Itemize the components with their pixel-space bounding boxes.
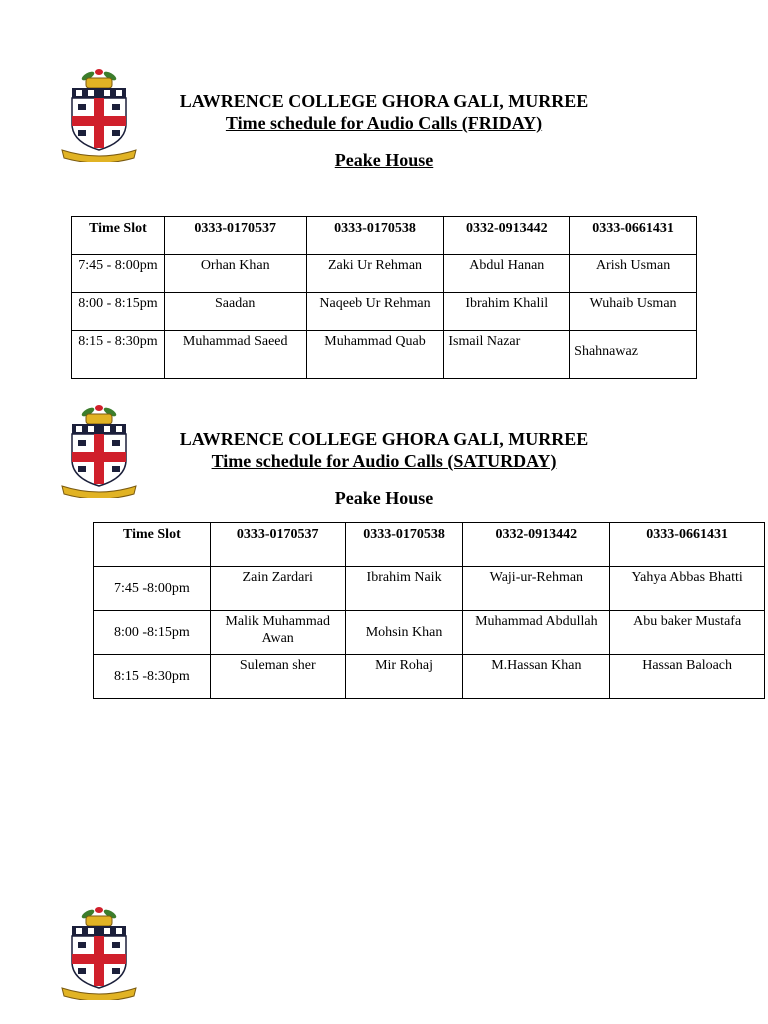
house-name: Peake House	[334, 488, 434, 508]
section-2-heading	[128, 428, 640, 472]
name-cell: Muhammad Abdullah	[463, 611, 610, 655]
name-cell: M.Hassan Khan	[463, 655, 610, 699]
college-name: LAWRENCE COLLEGE GHORA GALI, MURREE	[179, 91, 589, 111]
table-row	[94, 611, 765, 655]
header-cell: 0333-0661431	[570, 217, 697, 255]
schedule-table-friday	[71, 216, 697, 379]
name-cell: Suleman sher	[210, 655, 345, 699]
name-cell: Saadan	[164, 293, 306, 331]
name-cell: Naqeeb Ur Rehman	[306, 293, 444, 331]
section-1-heading	[128, 90, 640, 134]
time-slot-cell: 8:15 - 8:30pm	[72, 331, 165, 379]
name-cell: Waji-ur-Rehman	[463, 567, 610, 611]
name-cell: Orhan Khan	[164, 255, 306, 293]
house-name: Peake House	[334, 150, 434, 170]
name-cell: Mohsin Khan	[345, 611, 463, 655]
table-header-row	[94, 523, 765, 567]
header-cell: 0332-0913442	[463, 523, 610, 567]
header-cell: 0332-0913442	[444, 217, 570, 255]
name-cell: Ibrahim Khalil	[444, 293, 570, 331]
name-cell: Shahnawaz	[570, 331, 697, 379]
time-slot-cell: 7:45 - 8:00pm	[72, 255, 165, 293]
name-cell: Ibrahim Naik	[345, 567, 463, 611]
time-slot-cell: 8:15 -8:30pm	[94, 655, 211, 699]
table-row	[94, 567, 765, 611]
schedule-table-saturday	[93, 522, 765, 699]
college-name: LAWRENCE COLLEGE GHORA GALI, MURREE	[179, 429, 589, 449]
schedule-title: Time schedule for Audio Calls (SATURDAY)	[211, 451, 557, 471]
name-cell: Arish Usman	[570, 255, 697, 293]
header-cell: 0333-0170537	[164, 217, 306, 255]
header-cell: 0333-0661431	[610, 523, 765, 567]
name-cell: Hassan Baloach	[610, 655, 765, 699]
header-cell: Time Slot	[94, 523, 211, 567]
table-row	[72, 331, 697, 379]
header-cell: Time Slot	[72, 217, 165, 255]
name-cell: Yahya Abbas Bhatti	[610, 567, 765, 611]
name-cell: Abdul Hanan	[444, 255, 570, 293]
name-cell: Zaki Ur Rehman	[306, 255, 444, 293]
name-cell: Ismail Nazar	[444, 331, 570, 379]
table-row	[72, 293, 697, 331]
name-cell: Mir Rohaj	[345, 655, 463, 699]
name-cell: Malik Muhammad Awan	[210, 611, 345, 655]
header-cell: 0333-0170538	[345, 523, 463, 567]
table-row	[94, 655, 765, 699]
name-cell: Muhammad Quab	[306, 331, 444, 379]
name-cell: Abu baker Mustafa	[610, 611, 765, 655]
time-slot-cell: 8:00 -8:15pm	[94, 611, 211, 655]
name-cell: Muhammad Saeed	[164, 331, 306, 379]
name-cell: Wuhaib Usman	[570, 293, 697, 331]
time-slot-cell: 8:00 - 8:15pm	[72, 293, 165, 331]
header-cell: 0333-0170537	[210, 523, 345, 567]
header-cell: 0333-0170538	[306, 217, 444, 255]
name-cell: Zain Zardari	[210, 567, 345, 611]
time-slot-cell: 7:45 -8:00pm	[94, 567, 211, 611]
college-crest-icon	[58, 904, 140, 1000]
table-header-row	[72, 217, 697, 255]
table-row	[72, 255, 697, 293]
schedule-title: Time schedule for Audio Calls (FRIDAY)	[225, 113, 543, 133]
